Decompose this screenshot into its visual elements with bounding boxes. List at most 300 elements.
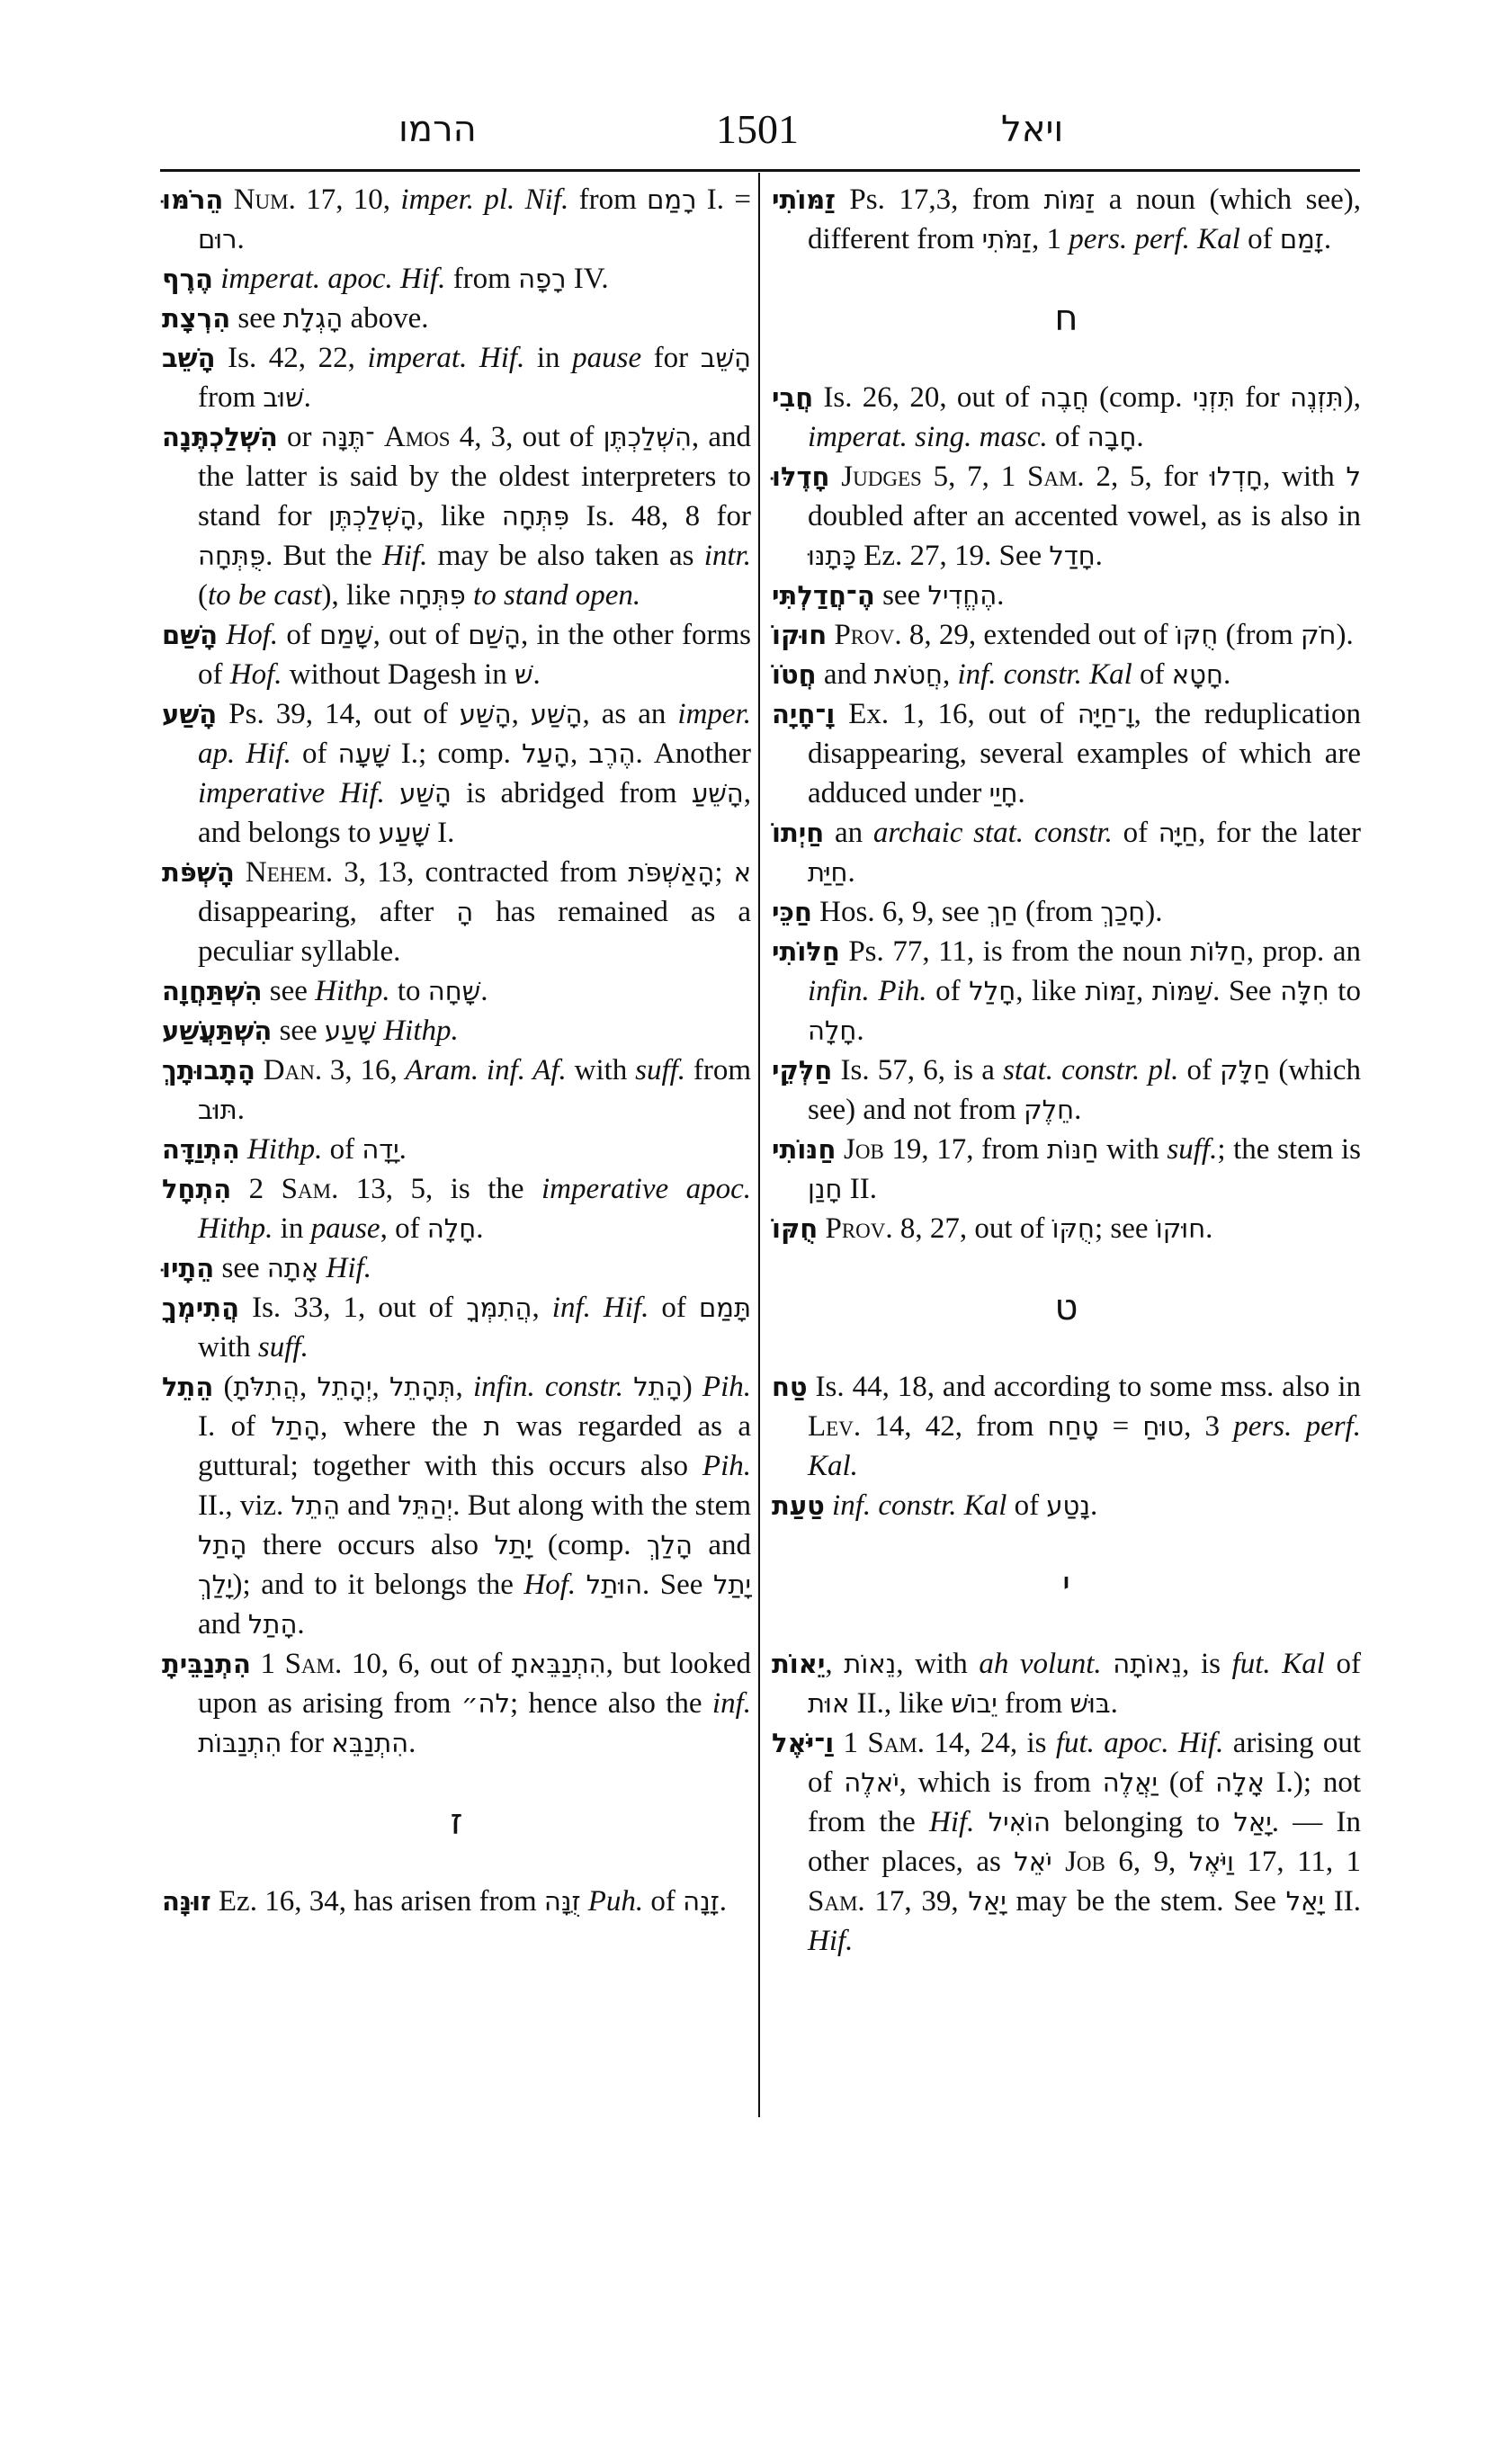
dictionary-entry bbox=[162, 1130, 751, 1169]
entry-text: 8, 27, out of bbox=[892, 1212, 1052, 1245]
hebrew-word: חָנַן bbox=[808, 1174, 843, 1204]
entry-text: ; the stem is bbox=[1217, 1133, 1362, 1166]
entry-text: , bbox=[455, 1371, 473, 1403]
entry-text: , in the other forms of bbox=[198, 619, 751, 691]
entry-text: for bbox=[1235, 381, 1291, 414]
headword: הָשֵׁב bbox=[162, 343, 216, 373]
book-reference: Dan. bbox=[263, 1054, 323, 1086]
italic-term: Aram. inf. Af. bbox=[405, 1054, 567, 1086]
dictionary-entry bbox=[772, 457, 1361, 576]
hebrew-word: שָׁעַע bbox=[324, 1015, 377, 1046]
hebrew-word: הֵתֵל bbox=[291, 1490, 341, 1521]
entry-text: , and the latter is said by the oldest interpreters to stand for bbox=[198, 421, 751, 532]
book-reference: Prov. bbox=[825, 1212, 893, 1245]
entry-text: Is. 48, 8 for bbox=[568, 500, 752, 532]
dictionary-entry bbox=[162, 1882, 751, 1921]
entry-text: Is. 26, 20, out of bbox=[813, 381, 1041, 414]
hebrew-word: הָשֵׁעַ bbox=[691, 778, 744, 809]
entry-text bbox=[825, 1489, 832, 1522]
dictionary-entry bbox=[162, 1288, 751, 1367]
book-reference: Sam. bbox=[867, 1727, 926, 1759]
hebrew-word: תּוּב bbox=[198, 1095, 237, 1125]
hebrew-word: חָדַל bbox=[1049, 541, 1096, 571]
italic-term: pause bbox=[310, 1212, 380, 1245]
book-reference: Lev. bbox=[808, 1410, 862, 1443]
italic-term: pers. perf. Kal. bbox=[808, 1410, 1361, 1482]
hebrew-word: חֲטֹאת bbox=[873, 659, 943, 690]
hebrew-word: פִּתְּחָה bbox=[398, 580, 466, 611]
dictionary-entry bbox=[772, 655, 1361, 694]
entry-text: belonging to bbox=[1050, 1806, 1234, 1838]
hebrew-word: חֵלֶק bbox=[1024, 1095, 1075, 1125]
dictionary-entry bbox=[162, 971, 751, 1011]
book-reference: Job bbox=[844, 1133, 884, 1166]
headword: זוּנָּה bbox=[162, 1886, 211, 1917]
right-sections bbox=[772, 299, 1361, 1961]
hebrew-word: הוֹאִיל bbox=[988, 1807, 1051, 1838]
entry-text: of bbox=[1007, 1489, 1047, 1522]
hebrew-word: הָתֵל bbox=[633, 1372, 683, 1402]
entry-text: . bbox=[408, 1727, 416, 1759]
headword: חַיְתוֹ bbox=[772, 818, 825, 848]
italic-term: pers. perf. Kal bbox=[1069, 223, 1240, 255]
hebrew-word: חָדְלוּ bbox=[1209, 461, 1263, 492]
dictionary-entry bbox=[772, 932, 1361, 1051]
italic-term: suff. bbox=[1167, 1133, 1218, 1166]
hebrew-word: ת bbox=[483, 1411, 501, 1442]
entry-text: (which see) and not from bbox=[808, 1054, 1361, 1126]
headword: חַכֵּי bbox=[772, 897, 812, 927]
hebrew-word: אוּת bbox=[808, 1688, 850, 1719]
hebrew-word: הָ bbox=[456, 897, 474, 927]
entry-text: is abridged from bbox=[451, 777, 692, 809]
hebrew-word: אָתָה bbox=[266, 1253, 319, 1283]
hebrew-word: יָאַל bbox=[1285, 1886, 1325, 1917]
hebrew-word: חֹק bbox=[1300, 620, 1337, 650]
hebrew-word: יָאַל bbox=[968, 1886, 1007, 1917]
hebrew-word: חַיָּה bbox=[1158, 818, 1199, 848]
italic-term: fut. Kal bbox=[1231, 1648, 1325, 1680]
entry-text: 2, 5, for bbox=[1084, 460, 1210, 493]
hebrew-word: חָיַי bbox=[989, 778, 1018, 809]
entry-text: . bbox=[1323, 223, 1332, 255]
hebrew-word: טָחַח bbox=[1047, 1411, 1099, 1442]
headword: הִרְצָת bbox=[162, 303, 231, 334]
italic-term: Pih. bbox=[702, 1450, 751, 1482]
section-letter: ח bbox=[1054, 298, 1078, 339]
headword: הִשְׁתַּחֲוָה bbox=[162, 976, 263, 1006]
entry-text: from bbox=[198, 381, 264, 414]
hebrew-word: תְּהָתֵל bbox=[389, 1372, 456, 1402]
dictionary-entry bbox=[772, 180, 1361, 259]
entry-text: above. bbox=[343, 302, 429, 335]
section-letter-zayin: ז bbox=[450, 1802, 463, 1843]
entry-text: 4, 3, out of bbox=[450, 421, 604, 453]
dictionary-entry bbox=[162, 180, 751, 259]
dictionary-entry bbox=[162, 694, 751, 853]
left-column bbox=[162, 180, 751, 1921]
hebrew-word: ־תֶּנָּה bbox=[320, 422, 375, 452]
book-reference: Judges bbox=[841, 460, 922, 493]
headword: הָשַּׁם bbox=[162, 620, 219, 650]
italic-term: archaic stat. constr. bbox=[872, 817, 1113, 849]
page-number: 1501 bbox=[716, 106, 799, 152]
entry-text: for bbox=[282, 1727, 332, 1759]
entry-text: to bbox=[1329, 975, 1361, 1007]
entry-text: I. bbox=[429, 817, 455, 849]
right-column bbox=[772, 180, 1361, 1961]
entry-text: Is. 42, 22, bbox=[215, 342, 368, 374]
entry-text: . bbox=[532, 658, 541, 691]
italic-term: inf. constr. Kal bbox=[832, 1489, 1007, 1522]
hebrew-word: זֻנָּה bbox=[543, 1886, 581, 1917]
zayin-entries bbox=[162, 1882, 751, 1921]
headword: טַח bbox=[772, 1372, 808, 1402]
left-catchword: הרמו bbox=[398, 109, 477, 150]
entry-text: , which is from bbox=[899, 1766, 1103, 1799]
hebrew-word: יָלַךְ bbox=[198, 1569, 233, 1600]
dictionary-entry bbox=[772, 378, 1361, 457]
italic-term: imperat. apoc. Hif. bbox=[220, 263, 446, 295]
entry-text: in bbox=[273, 1212, 311, 1245]
hebrew-word: הֲתִמְּךָ bbox=[466, 1292, 532, 1323]
headword: חֲבִי bbox=[772, 382, 814, 413]
hebrew-word: הֶחֱדִיל bbox=[927, 580, 998, 611]
entry-text: ; see bbox=[1095, 1212, 1156, 1245]
hebrew-word: יָתַל bbox=[712, 1569, 751, 1600]
entry-text: , bbox=[511, 698, 531, 730]
entry-text: . But the bbox=[265, 540, 382, 572]
entry-text: to bbox=[389, 975, 428, 1007]
hebrew-word: יָאַל bbox=[1233, 1807, 1272, 1838]
entry-text: Ez. 27, 19. See bbox=[855, 540, 1050, 572]
italic-term: infin. constr. bbox=[472, 1371, 624, 1403]
entry-text: . Another bbox=[635, 738, 752, 770]
headword: הָשַׁע bbox=[162, 699, 218, 729]
entry-text: of bbox=[291, 738, 338, 770]
entry-text: with bbox=[566, 1054, 636, 1086]
left-entries bbox=[162, 180, 751, 1763]
dictionary-entry bbox=[772, 1644, 1361, 1723]
hebrew-word: יָתַל bbox=[494, 1530, 532, 1560]
entry-text: of bbox=[278, 619, 320, 651]
entry-text: . bbox=[1136, 421, 1144, 453]
entry-text: without Dagesh in bbox=[282, 658, 514, 691]
entry-text bbox=[836, 1133, 844, 1166]
entry-text: see bbox=[262, 975, 316, 1007]
entry-text: 5, 7, 1 bbox=[921, 460, 1027, 493]
hebrew-word: חַנּוֹת bbox=[1046, 1134, 1099, 1165]
entry-text bbox=[255, 1054, 264, 1086]
headword: יֵאוֹת bbox=[772, 1649, 826, 1679]
entry-text: ( bbox=[213, 1371, 234, 1403]
entry-text bbox=[318, 1252, 326, 1284]
entry-text: . But along with the stem bbox=[452, 1489, 751, 1522]
entry-text: . bbox=[297, 1608, 305, 1641]
entry-text bbox=[385, 777, 399, 809]
entry-text bbox=[1102, 1648, 1114, 1680]
italic-term: pause bbox=[572, 342, 642, 374]
book-reference: Job bbox=[1065, 1846, 1105, 1878]
dictionary-entry bbox=[772, 1723, 1361, 1961]
italic-term: Hof. bbox=[226, 619, 279, 651]
hebrew-word: חַלָּק bbox=[1220, 1055, 1271, 1086]
hebrew-word: הָשַׁע bbox=[399, 778, 452, 809]
entry-text: 19, 17, from bbox=[883, 1133, 1047, 1166]
entry-text: ). bbox=[1145, 896, 1163, 928]
entry-text: II., viz. bbox=[198, 1489, 291, 1522]
entry-text: , bbox=[300, 1371, 318, 1403]
entry-text: ), like bbox=[321, 579, 398, 612]
dictionary-entry bbox=[162, 1169, 751, 1248]
entry-text bbox=[581, 1885, 588, 1918]
hebrew-word: יְהָתֵל bbox=[317, 1372, 372, 1402]
headword: וָ־חָיָה bbox=[772, 699, 836, 729]
entry-text: I. of bbox=[198, 1410, 272, 1443]
headword: הָשְׁפֹּת bbox=[162, 857, 235, 888]
hebrew-word: שׁוּב bbox=[263, 382, 304, 413]
book-reference: Nehem. bbox=[245, 856, 334, 889]
entry-text: of bbox=[926, 975, 970, 1007]
hebrew-word: חֲבֶה bbox=[1040, 382, 1089, 413]
dictionary-entry bbox=[772, 615, 1361, 655]
dictionary-entry bbox=[162, 299, 751, 338]
dictionary-entry bbox=[772, 576, 1361, 615]
entry-text: of bbox=[643, 1885, 684, 1918]
entry-text: from bbox=[568, 183, 648, 216]
entry-text: . bbox=[1110, 1687, 1118, 1720]
hebrew-word: זַמּוֹת bbox=[1085, 976, 1136, 1006]
hebrew-word: הָשַׁע bbox=[459, 699, 512, 729]
entry-text: ( bbox=[198, 579, 208, 612]
entry-text: . bbox=[476, 1212, 484, 1245]
column-divider bbox=[758, 173, 760, 2117]
hebrew-word: זָמַם bbox=[1279, 224, 1324, 255]
entry-text: was regarded as a guttural; together with this occurs also bbox=[198, 1410, 751, 1482]
hebrew-word: יֵבוֹשׁ bbox=[951, 1688, 998, 1719]
italic-term: imper. pl. Nif. bbox=[400, 183, 569, 216]
entry-text: , with bbox=[1263, 460, 1346, 493]
italic-term: Pih. bbox=[702, 1371, 751, 1403]
hebrew-word: בּוּשׁ bbox=[1069, 1688, 1111, 1719]
entry-text: ). bbox=[1336, 619, 1354, 651]
entry-text: Is. 44, 18, and according to some mss. also in bbox=[807, 1371, 1361, 1403]
book-reference: Sam. bbox=[281, 1173, 339, 1205]
book-reference: Sam. bbox=[1026, 460, 1085, 493]
entry-text: . bbox=[1074, 1094, 1082, 1126]
entry-text: of bbox=[322, 1133, 362, 1166]
hebrew-word: שָׁחָה bbox=[427, 976, 481, 1006]
hebrew-word: הֶרֶב bbox=[588, 738, 636, 769]
entry-text: Ez. 16, 34, has arisen from bbox=[210, 1885, 544, 1918]
hebrew-word: הָשְׁלַכְתֶּן bbox=[328, 501, 417, 532]
hebrew-word: וָ־חַיָּה bbox=[1077, 699, 1134, 729]
entry-text: of bbox=[649, 1292, 699, 1324]
entry-text bbox=[235, 856, 246, 889]
headword: חַלְּקֵי bbox=[772, 1055, 833, 1086]
hebrew-word: חַלּוֹת bbox=[1190, 936, 1247, 967]
entry-text: 14, 24, is bbox=[925, 1727, 1056, 1759]
dictionary-entry bbox=[772, 813, 1361, 892]
entry-text: 3, 13, contracted from bbox=[333, 856, 629, 889]
entry-text: . bbox=[237, 1094, 245, 1126]
hebrew-word: הָגְלָת bbox=[282, 303, 344, 334]
entry-text: from bbox=[685, 1054, 752, 1086]
entry-text bbox=[223, 183, 233, 216]
entry-text: . bbox=[237, 223, 245, 255]
hebrew-word: הָאַשְׁפֹּת bbox=[628, 857, 715, 888]
entry-text: , out of bbox=[372, 619, 469, 651]
entry-text: II. bbox=[1324, 1885, 1361, 1918]
entry-text: or bbox=[277, 421, 321, 453]
italic-term: Hithp. bbox=[315, 975, 390, 1007]
entry-text: , is bbox=[1182, 1648, 1232, 1680]
entry-text: 13, 5, is the bbox=[338, 1173, 542, 1205]
hebrew-word: תִּזְנִי bbox=[1192, 382, 1236, 413]
entry-text: (comp. bbox=[1088, 381, 1193, 414]
entry-text: of bbox=[1324, 1648, 1362, 1680]
headword: חַנּוֹתִי bbox=[772, 1134, 837, 1165]
dictionary-entry bbox=[772, 1130, 1361, 1209]
headword: חֻקּוֹ bbox=[772, 1213, 819, 1244]
entry-text: has remained as a peculiar syllable. bbox=[198, 896, 751, 968]
entry-text: 1 bbox=[834, 1727, 868, 1759]
entry-text: I. = bbox=[696, 183, 752, 216]
entry-text bbox=[576, 1569, 586, 1601]
entry-text: from bbox=[445, 263, 519, 295]
book-reference: Sam. bbox=[284, 1648, 343, 1680]
hebrew-word: חֻקּוֹ bbox=[1051, 1213, 1096, 1244]
entry-text: , where the bbox=[320, 1410, 484, 1443]
entry-text: Ex. 1, 16, out of bbox=[835, 698, 1078, 730]
entry-text: from bbox=[997, 1687, 1070, 1720]
hebrew-word: חָלַל bbox=[969, 976, 1016, 1006]
hebrew-word: יָדָה bbox=[362, 1134, 399, 1165]
entry-text: . bbox=[1089, 1489, 1098, 1522]
hebrew-word: הָשֵׁב bbox=[700, 343, 751, 373]
headword: חַלּוֹתִי bbox=[772, 936, 840, 967]
italic-term: Hithp. bbox=[246, 1133, 323, 1166]
entry-text: , the reduplication disappearing, several examples of which are adduced under bbox=[808, 698, 1361, 809]
dictionary-entry bbox=[772, 1486, 1361, 1525]
hebrew-word: הִתְנַבֵּא bbox=[331, 1728, 409, 1758]
entry-text bbox=[240, 1133, 247, 1166]
entry-text: may be the stem. See bbox=[1006, 1885, 1286, 1918]
hebrew-word: הִתְנַבּוֹת bbox=[198, 1728, 282, 1758]
dictionary-entry bbox=[162, 338, 751, 417]
entry-text: . bbox=[303, 381, 311, 414]
entry-text: of bbox=[1047, 421, 1087, 453]
book-reference: Prov. bbox=[834, 619, 902, 651]
headword: הִתְנַבֵּיתָ bbox=[162, 1649, 251, 1679]
italic-term: imperat. sing. masc. bbox=[808, 421, 1048, 453]
hebrew-word: פֻּתְּחָה bbox=[198, 541, 266, 571]
italic-term: Hithp. bbox=[383, 1015, 459, 1047]
italic-term: suff. bbox=[635, 1054, 686, 1086]
entry-text: , like bbox=[1015, 975, 1086, 1007]
headword: הִתְוַדָּה bbox=[162, 1134, 240, 1165]
headword: זַמּוֹתִי bbox=[772, 184, 836, 215]
entry-text: and bbox=[692, 1529, 751, 1561]
dictionary-entry bbox=[772, 694, 1361, 813]
hebrew-word: זָנָה bbox=[683, 1886, 720, 1917]
hebrew-word: לה״ bbox=[461, 1688, 510, 1719]
entry-text: , but looked upon as arising from bbox=[198, 1648, 751, 1720]
entry-text: , for the later bbox=[1198, 817, 1361, 849]
entry-text: of bbox=[1112, 817, 1159, 849]
hebrew-word: תָּמַם bbox=[699, 1292, 751, 1323]
entry-text: there occurs also bbox=[246, 1529, 495, 1561]
hebrew-word: נָטַע bbox=[1046, 1490, 1090, 1521]
entry-text: , bbox=[569, 738, 589, 770]
entry-text: , bbox=[942, 658, 958, 691]
hebrew-word: אָלָה bbox=[1215, 1767, 1265, 1798]
header-rule bbox=[160, 169, 1360, 172]
headword: הֵרֹמּוּ bbox=[162, 184, 224, 215]
italic-term: intr. bbox=[703, 540, 751, 572]
hebrew-word: חָלָה bbox=[426, 1213, 477, 1244]
hebrew-word: יֹאלֶה bbox=[844, 1767, 899, 1798]
italic-term: Hif. bbox=[808, 1925, 854, 1957]
entry-text: . bbox=[847, 856, 855, 889]
entry-text: (from bbox=[1017, 896, 1101, 928]
hebrew-word: הִשְׁלַכְתֶּן bbox=[603, 422, 692, 452]
headword: חָדֶלּוּ bbox=[772, 461, 830, 492]
entry-text: of bbox=[1178, 1054, 1221, 1086]
entry-text: . bbox=[398, 1133, 407, 1166]
hebrew-word: יְהַתֵּל bbox=[398, 1490, 453, 1521]
hebrew-word: רָמַם bbox=[647, 184, 697, 215]
italic-term: imper. ap. Hif. bbox=[198, 698, 751, 770]
entry-text: , bbox=[532, 1292, 552, 1324]
entry-text: see bbox=[874, 579, 928, 612]
dictionary-entry bbox=[162, 417, 751, 615]
italic-term: Hif. bbox=[929, 1806, 975, 1838]
italic-term: ah volunt. bbox=[979, 1648, 1102, 1680]
hebrew-word: הָעַל bbox=[522, 738, 570, 769]
entry-text bbox=[466, 579, 473, 612]
entry-text: I.); not from the bbox=[808, 1766, 1361, 1838]
italic-term: inf. bbox=[711, 1687, 751, 1720]
book-reference: Sam. bbox=[808, 1885, 865, 1918]
hebrew-word: חָלָה bbox=[808, 1015, 857, 1046]
right-entries bbox=[772, 180, 1361, 259]
hebrew-word: חָבָה bbox=[1087, 422, 1137, 452]
entry-text bbox=[623, 1371, 633, 1403]
entry-text: , prop. an bbox=[1246, 935, 1361, 968]
entry-text: , 3 bbox=[1184, 1410, 1234, 1443]
entry-text: . bbox=[1095, 540, 1103, 572]
running-header bbox=[160, 101, 1360, 165]
entry-text: (of bbox=[1158, 1766, 1216, 1799]
hebrew-word: הָתַל bbox=[271, 1411, 321, 1442]
italic-term: inf. Hif. bbox=[551, 1292, 649, 1324]
entry-text: 17, 10, bbox=[295, 183, 401, 216]
hebrew-word: זַמּוֹת bbox=[1043, 184, 1096, 215]
entry-text: see bbox=[230, 302, 283, 335]
hebrew-word: רָפָה bbox=[518, 264, 567, 294]
right-catchword: ויאל bbox=[1001, 109, 1064, 150]
headword: הָתָבוּתָךְ bbox=[162, 1055, 255, 1086]
entry-text bbox=[218, 619, 226, 651]
entry-text: , with bbox=[896, 1648, 980, 1680]
hebrew-word: הוּתַל bbox=[586, 1569, 643, 1600]
dictionary-entry bbox=[772, 892, 1361, 932]
entry-text: . bbox=[1017, 777, 1025, 809]
dictionary-entry bbox=[162, 1644, 751, 1763]
hebrew-word: חָכַךְ bbox=[1100, 897, 1146, 927]
entry-text: II., like bbox=[849, 1687, 952, 1720]
